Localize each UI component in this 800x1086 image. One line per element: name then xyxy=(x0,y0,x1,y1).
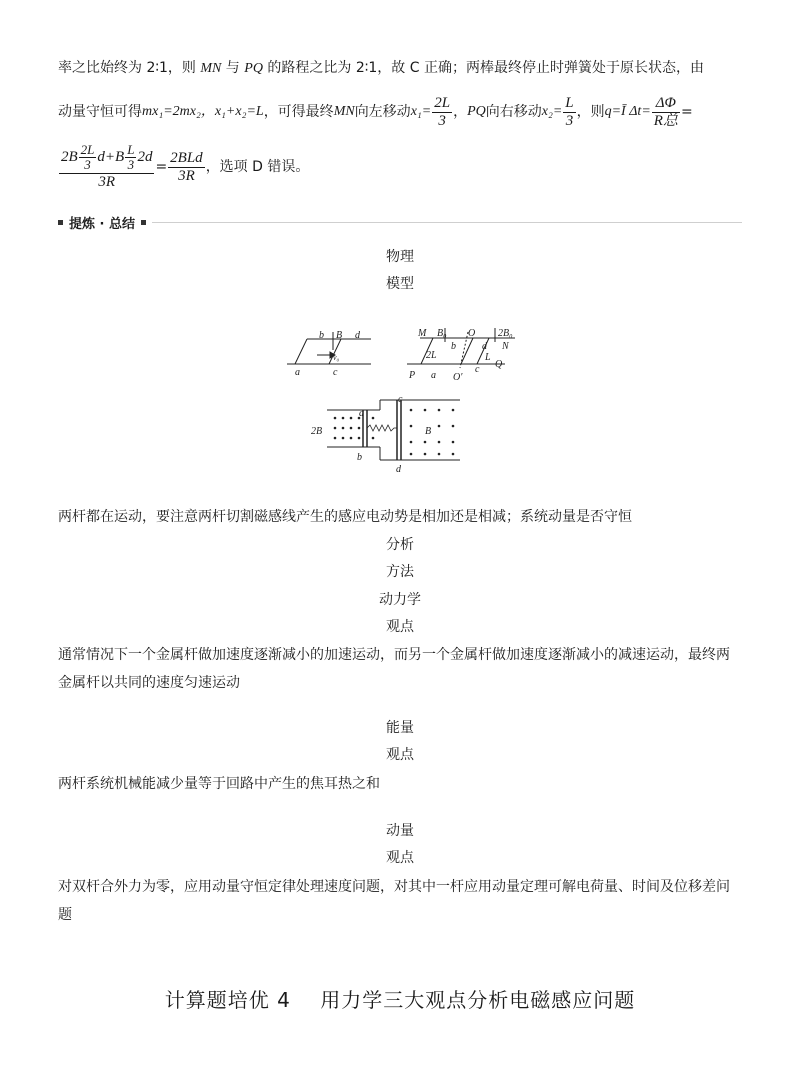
fig-label: B xyxy=(425,426,432,437)
fig-label: a xyxy=(431,370,436,381)
fig-label: Q xyxy=(495,359,503,370)
field-dots xyxy=(334,409,455,456)
fraction-result: $\frac{\text{2BLd}}{3R}$ xyxy=(170,149,203,184)
fig-label: 2B₀ xyxy=(498,328,513,339)
fig-label: M xyxy=(418,328,427,339)
fig-label: c xyxy=(333,367,338,378)
fig-label: b xyxy=(319,330,324,341)
fraction-flux: $\frac{\Delta\Phi}{\text{R总}}$ xyxy=(653,94,678,129)
dynamics-label-1: 动力学 xyxy=(379,592,421,608)
square-bullet-icon xyxy=(58,220,63,225)
momentum-description-2: 题 xyxy=(58,907,72,923)
section-header: 提炼 · 总结 xyxy=(58,213,742,231)
solution-line-2: 动量守恒可得 mx₁=2mx₂，x₁+x₂=L ，可得最终 MN 向左移动 x₁= $\frac{2L}{3}$ ， PQ 向右移动 x₂= $\frac{L}{3}$ ，则 q=Ī Δt= $\frac{\Delta\Phi}{\text{R总}}$ = xyxy=(58,94,693,129)
energy-label-1: 能量 xyxy=(386,720,414,736)
fig-label: d xyxy=(396,464,401,475)
momentum-description-1: 对双杆合外力为零，应用动量守恒定律处理速度问题，对其中一杆应用动量定理可解电荷量、时间及位移差问 xyxy=(58,879,730,895)
momentum-label-2: 观点 xyxy=(386,850,414,866)
fraction-charge: 2B $\frac{2L}{3}$ d+B $\frac{L}{3}$ 2d 3R xyxy=(61,142,153,190)
energy-label-2: 观点 xyxy=(386,747,414,763)
fig-label: O′ xyxy=(453,372,463,383)
fig-label: c xyxy=(398,394,403,405)
page-title: 计算题培优 4 用力学三大观点分析电磁感应问题 xyxy=(164,988,636,1012)
model-description: 两杆都在运动，要注意两杆切割磁感线产生的感应电动势是相加还是相减；系统动量是否守恒 xyxy=(58,509,632,525)
dynamics-description-2: 金属杆以共同的速度匀速运动 xyxy=(58,675,240,691)
momentum-label-1: 动量 xyxy=(386,823,414,839)
fraction-x1: $\frac{2L}{3}$ xyxy=(434,94,451,129)
dynamics-label-2: 观点 xyxy=(386,619,414,635)
fig-label: a xyxy=(295,367,300,378)
analysis-label-2: 方法 xyxy=(386,564,414,580)
analysis-label-1: 分析 xyxy=(386,537,414,553)
fig-label: d xyxy=(482,341,487,352)
dynamics-description-1: 通常情况下一个金属杆做加速度逐渐减小的加速运动，而另一个金属杆做加速度逐渐减小的减速运动，最终两 xyxy=(58,647,730,663)
fig-label: b xyxy=(451,341,456,352)
fig-label: b xyxy=(357,452,362,463)
figure-3-regions xyxy=(327,400,460,460)
fig-label: N xyxy=(502,341,509,352)
solution-line-3: 2B $\frac{2L}{3}$ d+B $\frac{L}{3}$ 2d 3R = $\frac{\text{2BLd}}{3R}$ ，选项 D 错误。 xyxy=(61,142,310,190)
energy-description: 两杆系统机械能减少量等于回路中产生的焦耳热之和 xyxy=(58,776,380,792)
fraction-x2: $\frac{L}{3}$ xyxy=(565,94,574,129)
table-header-model: 模型 xyxy=(386,276,414,292)
fraction-inner-2: $\frac{L}{3}$ xyxy=(127,142,135,172)
fig-label: O xyxy=(468,328,476,339)
fig-label: v₀ xyxy=(333,353,340,362)
divider xyxy=(152,222,742,223)
fig-label: B₀ xyxy=(437,328,447,339)
fig-label: a xyxy=(359,408,364,419)
fig-label: 2B xyxy=(311,426,323,437)
fig-label: c xyxy=(475,364,480,375)
fig-label: 2L xyxy=(426,350,437,361)
fig-label: B xyxy=(336,330,343,341)
solution-line-1: 率之比始终为 2∶1，则 MN 与 PQ 的路程之比为 2∶1，故 C 正确；两棒最终停止时弹簧处于原长状态，由 xyxy=(58,60,704,76)
table-header-physics: 物理 xyxy=(386,249,414,265)
fig-label: L xyxy=(485,352,491,363)
fig-label: P xyxy=(409,370,416,381)
square-bullet-icon xyxy=(141,220,146,225)
fig-label: d xyxy=(355,330,360,341)
fraction-inner-1: $\frac{2L}{3}$ xyxy=(80,142,95,172)
model-figures xyxy=(285,322,525,482)
